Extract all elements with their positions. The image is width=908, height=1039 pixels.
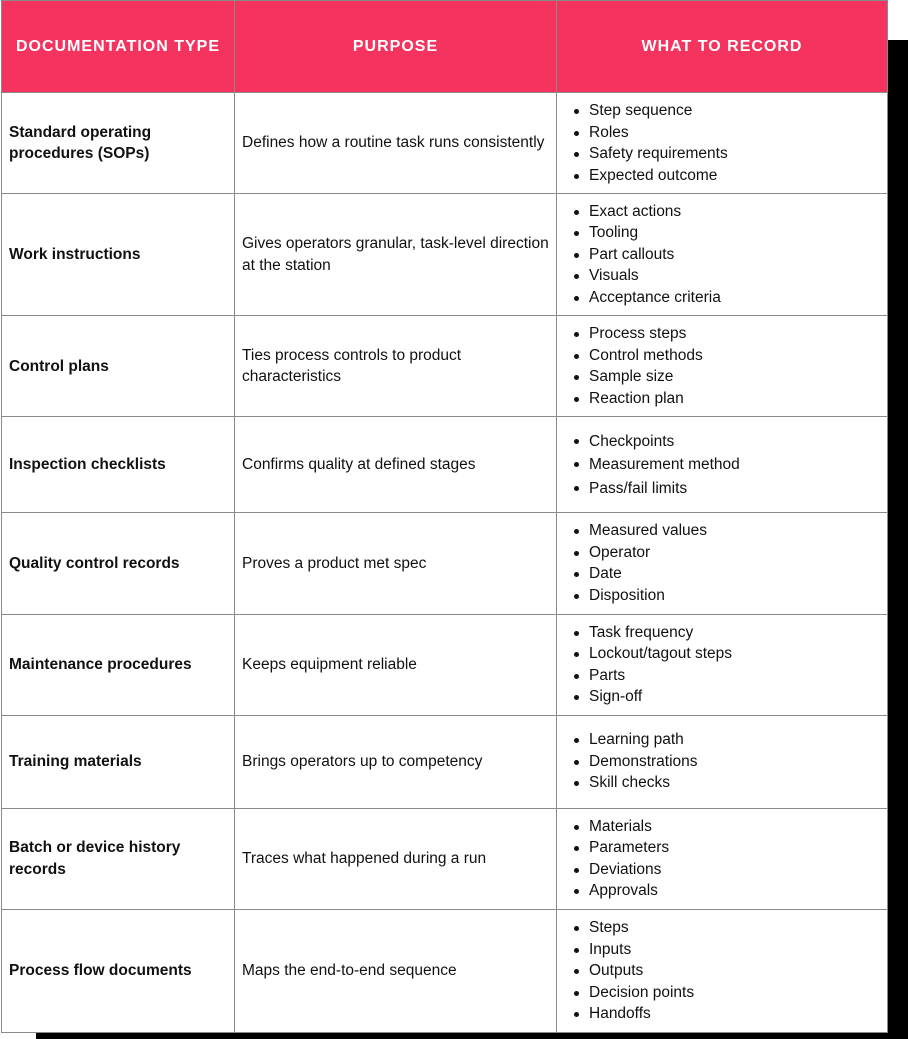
purpose-cell: Defines how a routine task runs consistently (235, 93, 557, 194)
record-list-item: Pass/fail limits (589, 477, 880, 501)
header-row (2, 1, 888, 93)
documentation-type-cell: Maintenance procedures (2, 614, 235, 715)
table-row (2, 909, 888, 1032)
record-list-item: Lockout/tagout steps (589, 643, 880, 665)
purpose-cell: Confirms quality at defined stages (235, 417, 557, 513)
record-list-item: Checkpoints (589, 430, 880, 454)
purpose-cell: Ties process controls to product characteristics (235, 316, 557, 417)
record-list-item: Materials (589, 816, 880, 838)
record-list-item: Deviations (589, 859, 880, 881)
record-list-item: Process steps (589, 323, 880, 345)
purpose-cell: Keeps equipment reliable (235, 614, 557, 715)
table-row (2, 194, 888, 316)
documentation-table (1, 0, 888, 1033)
record-list-item: Exact actions (589, 201, 880, 223)
record-list (564, 430, 880, 501)
record-list-item: Expected outcome (589, 165, 880, 187)
record-list-item: Safety requirements (589, 143, 880, 165)
documentation-type-cell: Control plans (2, 316, 235, 417)
purpose-cell: Proves a product met spec (235, 513, 557, 614)
documentation-type-cell: Inspection checklists (2, 417, 235, 513)
what-to-record-cell (557, 93, 888, 194)
purpose-cell: Gives operators granular, task-level direction at the station (235, 194, 557, 316)
what-to-record-cell (557, 808, 888, 909)
record-list-item: Step sequence (589, 100, 880, 122)
table-row (2, 513, 888, 614)
record-list (564, 622, 880, 708)
record-list-item: Demonstrations (589, 751, 880, 773)
record-list-item: Operator (589, 542, 880, 564)
record-list-item: Parts (589, 665, 880, 687)
documentation-type-cell: Standard operating procedures (SOPs) (2, 93, 235, 194)
record-list-item: Roles (589, 122, 880, 144)
header-what-to-record: WHAT TO RECORD (557, 1, 888, 93)
record-list-item: Date (589, 563, 880, 585)
what-to-record-cell (557, 194, 888, 316)
what-to-record-cell (557, 417, 888, 513)
what-to-record-cell (557, 715, 888, 808)
purpose-cell: Brings operators up to competency (235, 715, 557, 808)
record-list (564, 816, 880, 902)
documentation-type-cell: Process flow documents (2, 909, 235, 1032)
purpose-cell: Traces what happened during a run (235, 808, 557, 909)
record-list-item: Task frequency (589, 622, 880, 644)
record-list-item: Sample size (589, 366, 880, 388)
documentation-type-cell: Quality control records (2, 513, 235, 614)
record-list-item: Inputs (589, 939, 880, 961)
record-list-item: Measured values (589, 520, 880, 542)
documentation-type-cell: Batch or device history records (2, 808, 235, 909)
table-row (2, 93, 888, 194)
record-list-item: Steps (589, 917, 880, 939)
record-list-item: Disposition (589, 585, 880, 607)
record-list-item: Control methods (589, 345, 880, 367)
table-row (2, 715, 888, 808)
record-list-item: Acceptance criteria (589, 287, 880, 309)
record-list-item: Part callouts (589, 244, 880, 266)
record-list (564, 201, 880, 309)
record-list (564, 917, 880, 1025)
table-row (2, 417, 888, 513)
record-list (564, 729, 880, 794)
record-list-item: Measurement method (589, 453, 880, 477)
record-list-item: Parameters (589, 837, 880, 859)
table-row (2, 808, 888, 909)
record-list (564, 520, 880, 606)
record-list-item: Sign-off (589, 686, 880, 708)
record-list (564, 323, 880, 409)
what-to-record-cell (557, 513, 888, 614)
table-row (2, 614, 888, 715)
purpose-cell: Maps the end-to-end sequence (235, 909, 557, 1032)
table-body (2, 93, 888, 1033)
record-list-item: Outputs (589, 960, 880, 982)
record-list-item: Decision points (589, 982, 880, 1004)
record-list-item: Skill checks (589, 772, 880, 794)
what-to-record-cell (557, 614, 888, 715)
header-documentation-type: DOCUMENTATION TYPE (2, 1, 235, 93)
header-purpose: PURPOSE (235, 1, 557, 93)
record-list (564, 100, 880, 186)
record-list-item: Learning path (589, 729, 880, 751)
record-list-item: Handoffs (589, 1003, 880, 1025)
record-list-item: Visuals (589, 265, 880, 287)
record-list-item: Tooling (589, 222, 880, 244)
record-list-item: Reaction plan (589, 388, 880, 410)
documentation-type-cell: Training materials (2, 715, 235, 808)
what-to-record-cell (557, 909, 888, 1032)
documentation-type-cell: Work instructions (2, 194, 235, 316)
table-row (2, 316, 888, 417)
what-to-record-cell (557, 316, 888, 417)
record-list-item: Approvals (589, 880, 880, 902)
